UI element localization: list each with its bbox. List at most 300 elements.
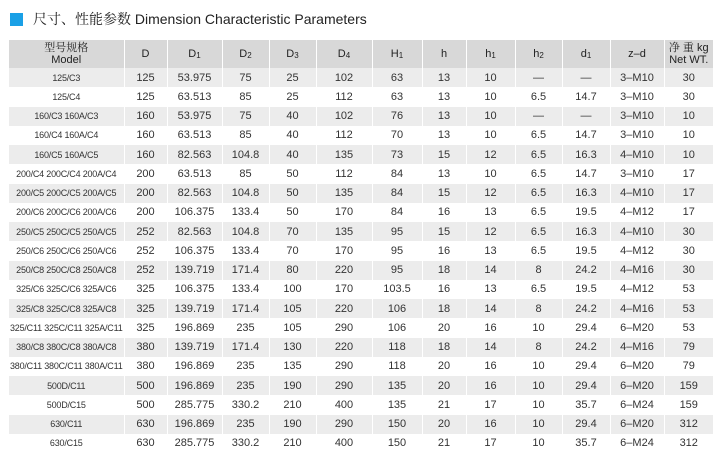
column-header <box>466 40 515 68</box>
table-row <box>9 87 713 106</box>
table-cell: 252 <box>124 261 167 280</box>
table-cell: 30 <box>664 261 713 280</box>
table-cell: 14 <box>466 299 515 318</box>
dimension-table <box>9 40 713 453</box>
table-cell: — <box>562 107 610 126</box>
table-cell: 15 <box>422 184 466 203</box>
column-header <box>422 40 466 68</box>
model-cell: 200/C6 200C/C6 200A/C6 <box>9 203 124 222</box>
model-cell: 160/C5 160A/C5 <box>9 145 124 164</box>
table-cell: 17 <box>664 203 713 222</box>
table-cell: 13 <box>466 280 515 299</box>
table-cell: 16.3 <box>562 145 610 164</box>
table-cell: 400 <box>316 434 372 453</box>
column-header <box>515 40 562 68</box>
table-cell: 100 <box>269 280 316 299</box>
table-row <box>9 376 713 395</box>
table-cell: 29.4 <box>562 357 610 376</box>
table-cell: 14 <box>466 338 515 357</box>
table-cell: 3–M10 <box>610 126 664 145</box>
table-cell: 13 <box>422 87 466 106</box>
table-cell: 159 <box>664 376 713 395</box>
table-cell: 53 <box>664 280 713 299</box>
table-cell: 4–M10 <box>610 222 664 241</box>
table-cell: 10 <box>515 376 562 395</box>
table-cell: 29.4 <box>562 415 610 434</box>
table-cell: 103.5 <box>372 280 422 299</box>
table-cell: 105 <box>269 318 316 337</box>
column-header-subscript: 2 <box>247 51 252 60</box>
table-cell: 6–M20 <box>610 357 664 376</box>
model-cell: 250/C5 250C/C5 250A/C5 <box>9 222 124 241</box>
table-cell: 16.3 <box>562 184 610 203</box>
table-cell: 3–M10 <box>610 68 664 87</box>
table-cell: 20 <box>422 376 466 395</box>
table-cell: 190 <box>269 376 316 395</box>
column-header <box>664 40 713 68</box>
table-cell: 630 <box>124 415 167 434</box>
column-header <box>9 40 124 68</box>
table-cell: 12 <box>466 145 515 164</box>
table-cell: 6.5 <box>515 145 562 164</box>
column-header-subscript: 4 <box>345 51 351 60</box>
table-cell: 10 <box>466 107 515 126</box>
table-cell: 196.869 <box>167 357 222 376</box>
table-cell: 82.563 <box>167 145 222 164</box>
table-cell: 84 <box>372 203 422 222</box>
model-cell: 250/C8 250C/C8 250A/C8 <box>9 261 124 280</box>
table-cell: 160 <box>124 126 167 145</box>
table-cell: 102 <box>316 107 372 126</box>
model-cell: 250/C6 250C/C6 250A/C6 <box>9 241 124 260</box>
table-cell: 170 <box>316 241 372 260</box>
model-cell: 125/C3 <box>9 68 124 87</box>
table-cell: 84 <box>372 184 422 203</box>
table-cell: 160 <box>124 145 167 164</box>
model-cell: 200/C5 200C/C5 200A/C5 <box>9 184 124 203</box>
table-cell: 29.4 <box>562 318 610 337</box>
table-cell: 135 <box>372 395 422 414</box>
table-cell: 4–M16 <box>610 261 664 280</box>
table-cell: 16 <box>466 415 515 434</box>
column-header-label: 净 重 kg <box>668 42 709 54</box>
table-cell: — <box>515 68 562 87</box>
table-cell: 63 <box>372 68 422 87</box>
table-cell: 102 <box>316 68 372 87</box>
table-cell: 50 <box>269 184 316 203</box>
table-cell: 325 <box>124 280 167 299</box>
table-cell: 252 <box>124 241 167 260</box>
table-cell: 125 <box>124 68 167 87</box>
table-cell: 4–M12 <box>610 280 664 299</box>
table-cell: 400 <box>316 395 372 414</box>
table-row <box>9 126 713 145</box>
table-cell: 4–M12 <box>610 203 664 222</box>
table-cell: 10 <box>515 395 562 414</box>
column-header <box>316 40 372 68</box>
table-cell: 63.513 <box>167 164 222 183</box>
table-cell: 118 <box>372 357 422 376</box>
table-cell: 53.975 <box>167 68 222 87</box>
table-cell: 312 <box>664 415 713 434</box>
table-cell: 10 <box>664 126 713 145</box>
table-cell: 106.375 <box>167 280 222 299</box>
table-cell: 133.4 <box>222 241 269 260</box>
column-header-subscript: 1 <box>398 51 404 60</box>
table-cell: 10 <box>466 126 515 145</box>
table-cell: 10 <box>466 87 515 106</box>
table-row <box>9 434 713 453</box>
table-cell: 150 <box>372 434 422 453</box>
table-cell: 6.5 <box>515 222 562 241</box>
table-cell: 95 <box>372 261 422 280</box>
table-body <box>9 68 713 453</box>
table-cell: 85 <box>222 164 269 183</box>
table-cell: 6.5 <box>515 87 562 106</box>
table-cell: 79 <box>664 357 713 376</box>
table-cell: 6.5 <box>515 164 562 183</box>
table-cell: 10 <box>515 434 562 453</box>
table-cell: 63.513 <box>167 126 222 145</box>
table-cell: 70 <box>269 222 316 241</box>
column-header-label: h <box>485 48 492 60</box>
table-cell: 210 <box>269 434 316 453</box>
table-cell: 330.2 <box>222 434 269 453</box>
table-cell: 30 <box>664 222 713 241</box>
table-cell: 13 <box>466 203 515 222</box>
table-cell: 82.563 <box>167 222 222 241</box>
model-cell: 380/C11 380C/C11 380A/C11 <box>9 357 124 376</box>
table-cell: 290 <box>316 415 372 434</box>
table-cell: 4–M16 <box>610 338 664 357</box>
column-header-subscript: 1 <box>491 51 496 60</box>
table-cell: 171.4 <box>222 299 269 318</box>
table-cell: 290 <box>316 318 372 337</box>
table-cell: 18 <box>422 338 466 357</box>
table-cell: 150 <box>372 415 422 434</box>
table-cell: 40 <box>269 107 316 126</box>
table-cell: 3–M10 <box>610 107 664 126</box>
table-cell: 220 <box>316 338 372 357</box>
table-cell: 4–M12 <box>610 241 664 260</box>
table-cell: 18 <box>422 261 466 280</box>
table-cell: 200 <box>124 164 167 183</box>
table-cell: 15 <box>422 222 466 241</box>
table-cell: 15 <box>422 145 466 164</box>
column-header-label: H <box>390 48 399 60</box>
table-cell: 85 <box>222 126 269 145</box>
table-row <box>9 338 713 357</box>
table-cell: 63 <box>372 87 422 106</box>
column-header <box>269 40 316 68</box>
table-cell: 21 <box>422 434 466 453</box>
table-cell: 16.3 <box>562 222 610 241</box>
table-cell: 16 <box>466 376 515 395</box>
table-cell: 10 <box>466 164 515 183</box>
table-cell: 73 <box>372 145 422 164</box>
table-cell: 4–M16 <box>610 299 664 318</box>
table-cell: 196.869 <box>167 415 222 434</box>
table-cell: 10 <box>515 357 562 376</box>
table-cell: 312 <box>664 434 713 453</box>
column-header-subscript: 2 <box>539 51 544 60</box>
table-cell: 18 <box>422 299 466 318</box>
table-cell: 105 <box>269 299 316 318</box>
table-cell: 10 <box>466 68 515 87</box>
table-cell: 16 <box>422 203 466 222</box>
table-cell: 6.5 <box>515 203 562 222</box>
table-header-row <box>9 40 713 68</box>
column-header <box>167 40 222 68</box>
table-cell: 200 <box>124 184 167 203</box>
table-row <box>9 107 713 126</box>
table-cell: 630 <box>124 434 167 453</box>
table-cell: 13 <box>422 68 466 87</box>
model-cell: 125/C4 <box>9 87 124 106</box>
table-cell: 19.5 <box>562 280 610 299</box>
table-cell: 20 <box>422 318 466 337</box>
table-row <box>9 280 713 299</box>
table-cell: 30 <box>664 87 713 106</box>
table-cell: 17 <box>664 184 713 203</box>
table-cell: 6–M20 <box>610 376 664 395</box>
table-cell: 10 <box>664 107 713 126</box>
table-cell: 252 <box>124 222 167 241</box>
table-cell: 40 <box>269 145 316 164</box>
table-cell: 35.7 <box>562 395 610 414</box>
table-cell: 14.7 <box>562 126 610 145</box>
table-row <box>9 357 713 376</box>
table-cell: 6.5 <box>515 280 562 299</box>
table-cell: 106.375 <box>167 241 222 260</box>
table-cell: 25 <box>269 87 316 106</box>
column-header-label: h <box>533 48 540 60</box>
table-cell: 6.5 <box>515 241 562 260</box>
table-cell: 13 <box>422 126 466 145</box>
table-cell: 112 <box>316 164 372 183</box>
model-cell: 500D/C11 <box>9 376 124 395</box>
model-cell: 630/C11 <box>9 415 124 434</box>
table-cell: 220 <box>316 299 372 318</box>
table-cell: 125 <box>124 87 167 106</box>
table-cell: 84 <box>372 164 422 183</box>
column-header-label-en: Model <box>51 54 82 66</box>
table-cell: 30 <box>664 241 713 260</box>
table-cell: 16 <box>422 241 466 260</box>
table-cell: 12 <box>466 222 515 241</box>
table-cell: 104.8 <box>222 184 269 203</box>
table-cell: 325 <box>124 299 167 318</box>
table-row <box>9 261 713 280</box>
table-cell: 500 <box>124 376 167 395</box>
table-cell: 21 <box>422 395 466 414</box>
column-header-label: z–d <box>628 48 646 60</box>
table-cell: 190 <box>269 415 316 434</box>
column-header-label: 型号规格 <box>44 42 89 54</box>
table-cell: 220 <box>316 261 372 280</box>
table-cell: 380 <box>124 338 167 357</box>
table-cell: 106 <box>372 299 422 318</box>
table-cell: 112 <box>316 126 372 145</box>
table-cell: 14.7 <box>562 164 610 183</box>
table-cell: 171.4 <box>222 338 269 357</box>
table-cell: 25 <box>269 68 316 87</box>
table-cell: 13 <box>422 164 466 183</box>
table-cell: 85 <box>222 87 269 106</box>
table-cell: 19.5 <box>562 203 610 222</box>
table-cell: 30 <box>664 68 713 87</box>
table-cell: 106 <box>372 318 422 337</box>
table-cell: 285.775 <box>167 395 222 414</box>
table-cell: 235 <box>222 376 269 395</box>
table-row <box>9 318 713 337</box>
table-cell: 29.4 <box>562 376 610 395</box>
table-cell: 170 <box>316 203 372 222</box>
table-cell: 80 <box>269 261 316 280</box>
table-cell: 79 <box>664 338 713 357</box>
model-cell: 325/C11 325C/C11 325A/C11 <box>9 318 124 337</box>
column-header-label: D <box>141 48 150 60</box>
model-cell: 160/C3 160A/C3 <box>9 107 124 126</box>
column-header-label: D <box>286 48 295 60</box>
table-cell: 16 <box>466 357 515 376</box>
table-row <box>9 164 713 183</box>
table-cell: 235 <box>222 415 269 434</box>
table-cell: 6–M24 <box>610 434 664 453</box>
table-cell: 200 <box>124 203 167 222</box>
table-cell: 10 <box>515 318 562 337</box>
table-cell: 95 <box>372 241 422 260</box>
table-cell: 3–M10 <box>610 87 664 106</box>
column-header <box>562 40 610 68</box>
table-cell: 20 <box>422 357 466 376</box>
table-cell: 210 <box>269 395 316 414</box>
table-cell: 8 <box>515 338 562 357</box>
table-cell: 20 <box>422 415 466 434</box>
table-cell: 380 <box>124 357 167 376</box>
table-cell: 70 <box>372 126 422 145</box>
table-cell: 13 <box>466 241 515 260</box>
table-row <box>9 222 713 241</box>
table-cell: 6.5 <box>515 184 562 203</box>
table-cell: 285.775 <box>167 434 222 453</box>
table-cell: 135 <box>316 222 372 241</box>
table-cell: 75 <box>222 68 269 87</box>
table-cell: 106.375 <box>167 203 222 222</box>
table-cell: 8 <box>515 299 562 318</box>
table-cell: 14.7 <box>562 87 610 106</box>
table-row <box>9 415 713 434</box>
table-cell: — <box>515 107 562 126</box>
table-cell: 196.869 <box>167 376 222 395</box>
table-cell: 75 <box>222 107 269 126</box>
table-cell: 235 <box>222 318 269 337</box>
table-cell: 12 <box>466 184 515 203</box>
table-cell: 53 <box>664 318 713 337</box>
table-cell: 500 <box>124 395 167 414</box>
column-header-subscript: 1 <box>196 51 201 60</box>
table-row <box>9 145 713 164</box>
table-cell: 13 <box>422 107 466 126</box>
table-cell: 325 <box>124 318 167 337</box>
table-cell: 196.869 <box>167 318 222 337</box>
column-header <box>372 40 422 68</box>
column-header-subscript: 3 <box>294 51 299 60</box>
table-cell: 53 <box>664 299 713 318</box>
table-cell: 139.719 <box>167 299 222 318</box>
table-cell: 6.5 <box>515 126 562 145</box>
column-header-label: D <box>239 48 248 60</box>
table-cell: 235 <box>222 357 269 376</box>
table-cell: 16 <box>422 280 466 299</box>
table-cell: 135 <box>316 184 372 203</box>
table-cell: 19.5 <box>562 241 610 260</box>
table-cell: 160 <box>124 107 167 126</box>
table-cell: 70 <box>269 241 316 260</box>
table-cell: 104.8 <box>222 222 269 241</box>
table-cell: 63.513 <box>167 87 222 106</box>
column-header <box>124 40 167 68</box>
table-cell: 53.975 <box>167 107 222 126</box>
table-cell: 330.2 <box>222 395 269 414</box>
table-cell: 14 <box>466 261 515 280</box>
table-cell: 6–M20 <box>610 318 664 337</box>
table-cell: 130 <box>269 338 316 357</box>
table-cell: 24.2 <box>562 299 610 318</box>
table-cell: 10 <box>515 415 562 434</box>
model-cell: 325/C8 325C/C8 325A/C8 <box>9 299 124 318</box>
table-cell: 135 <box>372 376 422 395</box>
table-cell: 171.4 <box>222 261 269 280</box>
table-cell: 17 <box>466 434 515 453</box>
model-cell: 160/C4 160A/C4 <box>9 126 124 145</box>
table-cell: 4–M10 <box>610 184 664 203</box>
table-cell: 8 <box>515 261 562 280</box>
table-cell: 139.719 <box>167 261 222 280</box>
table-row <box>9 395 713 414</box>
table-cell: 159 <box>664 395 713 414</box>
table-cell: 24.2 <box>562 261 610 280</box>
table-cell: 4–M10 <box>610 145 664 164</box>
model-cell: 200/C4 200C/C4 200A/C4 <box>9 164 124 183</box>
table-cell: 6–M20 <box>610 415 664 434</box>
table-cell: — <box>562 68 610 87</box>
table-cell: 10 <box>664 145 713 164</box>
table-cell: 24.2 <box>562 338 610 357</box>
table-cell: 3–M10 <box>610 164 664 183</box>
table-cell: 112 <box>316 87 372 106</box>
table-cell: 16 <box>466 318 515 337</box>
table-cell: 118 <box>372 338 422 357</box>
table-cell: 133.4 <box>222 280 269 299</box>
table-cell: 50 <box>269 203 316 222</box>
table-cell: 17 <box>664 164 713 183</box>
table-cell: 76 <box>372 107 422 126</box>
table-cell: 133.4 <box>222 203 269 222</box>
column-header-label: D <box>188 48 197 60</box>
table-cell: 35.7 <box>562 434 610 453</box>
table-cell: 82.563 <box>167 184 222 203</box>
table-cell: 17 <box>466 395 515 414</box>
table-row <box>9 203 713 222</box>
table-cell: 290 <box>316 376 372 395</box>
table-row <box>9 68 713 87</box>
table-cell: 135 <box>269 357 316 376</box>
table-cell: 40 <box>269 126 316 145</box>
table-cell: 50 <box>269 164 316 183</box>
column-header <box>610 40 664 68</box>
table-cell: 290 <box>316 357 372 376</box>
